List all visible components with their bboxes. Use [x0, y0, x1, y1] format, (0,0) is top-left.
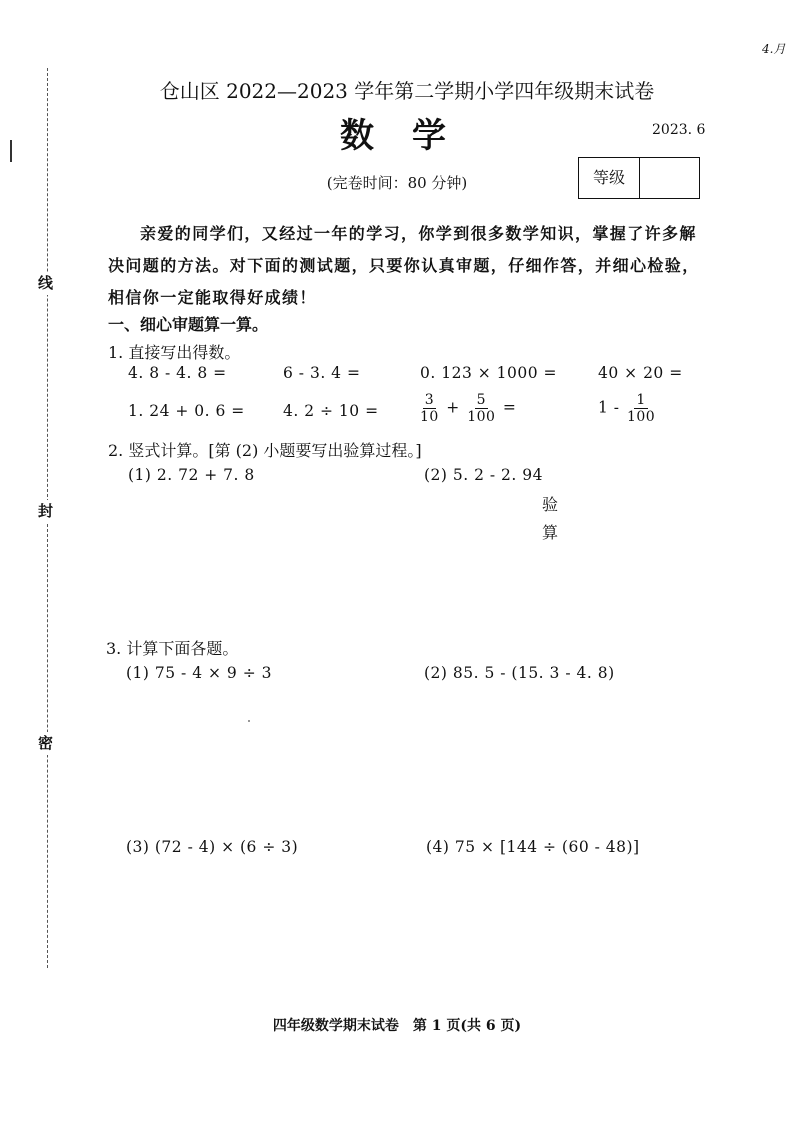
q3-item-1: (1) 75 - 4 × 9 ÷ 3 [126, 664, 272, 682]
exam-title: 仓山区 2022—2023 学年第二学期小学四年级期末试卷 [159, 79, 655, 103]
binding-label-secret: 密 [38, 732, 53, 755]
q3-item-2: (2) 85. 5 - (15. 3 - 4. 8) [424, 664, 615, 682]
fraction-5-100: $\frac{5}{100}$ [467, 392, 496, 425]
binding-label-line: 线 [38, 272, 53, 295]
binding-label-seal: 封 [38, 500, 53, 523]
q1-item-5: 1. 24 + 0. 6 = [128, 402, 245, 420]
q1-item-7-fraction-sum: $\frac{3}{10}$ + $\frac{5}{100}$ = [420, 392, 517, 425]
fraction-3-10: $\frac{3}{10}$ [420, 392, 439, 425]
q1-item-3: 0. 123 × 1000 = [420, 364, 558, 382]
section-title: 一、细心审题算一算。 [108, 315, 269, 334]
q2-item-2: (2) 5. 2 - 2. 94 [424, 466, 543, 484]
q1-item-8-fraction-diff: 1 - $\frac{1}{100}$ [598, 392, 656, 425]
verify-label-2: 算 [542, 523, 559, 542]
grade-label: 等级 [579, 158, 640, 198]
q1-item-1: 4. 8 - 4. 8 = [128, 364, 227, 382]
q3-item-3: (3) (72 - 4) × (6 ÷ 3) [126, 838, 299, 856]
q3-item-4: (4) 75 × [144 ÷ (60 - 48)] [426, 838, 640, 856]
page-footer: 四年级数学期末试卷 第 1 页(共 6 页) [272, 1018, 522, 1034]
q1-item-4: 40 × 20 = [598, 364, 683, 382]
q1-item-6: 4. 2 ÷ 10 = [283, 402, 379, 420]
grade-box [578, 157, 700, 199]
exam-date: 2023. 6 [652, 122, 706, 138]
exam-duration: (完卷时间：80 分钟) [326, 174, 468, 192]
scan-speck [248, 720, 250, 722]
question-3-title: 3. 计算下面各题。 [106, 639, 239, 658]
verify-label-1: 验 [542, 495, 559, 514]
question-1-title: 1. 直接写出得数。 [108, 343, 241, 362]
q2-item-1: (1) 2. 72 + 7. 8 [128, 466, 255, 484]
corner-note: 4.月 [762, 42, 786, 56]
q1-item-2: 6 - 3. 4 = [283, 364, 361, 382]
question-2-title: 2. 竖式计算。[第 (2) 小题要写出验算过程。] [108, 441, 422, 460]
subject-title: 数学 [340, 116, 484, 156]
fraction-1-100: $\frac{1}{100}$ [626, 392, 656, 425]
intro-paragraph: 亲爱的同学们，又经过一年的学习，你学到很多数学知识，掌握了许多解决问题的方法。对下面的测试题，只要你认真审题，仔细作答，并细心检验，相信你一定能取得好成绩！ [108, 224, 700, 307]
